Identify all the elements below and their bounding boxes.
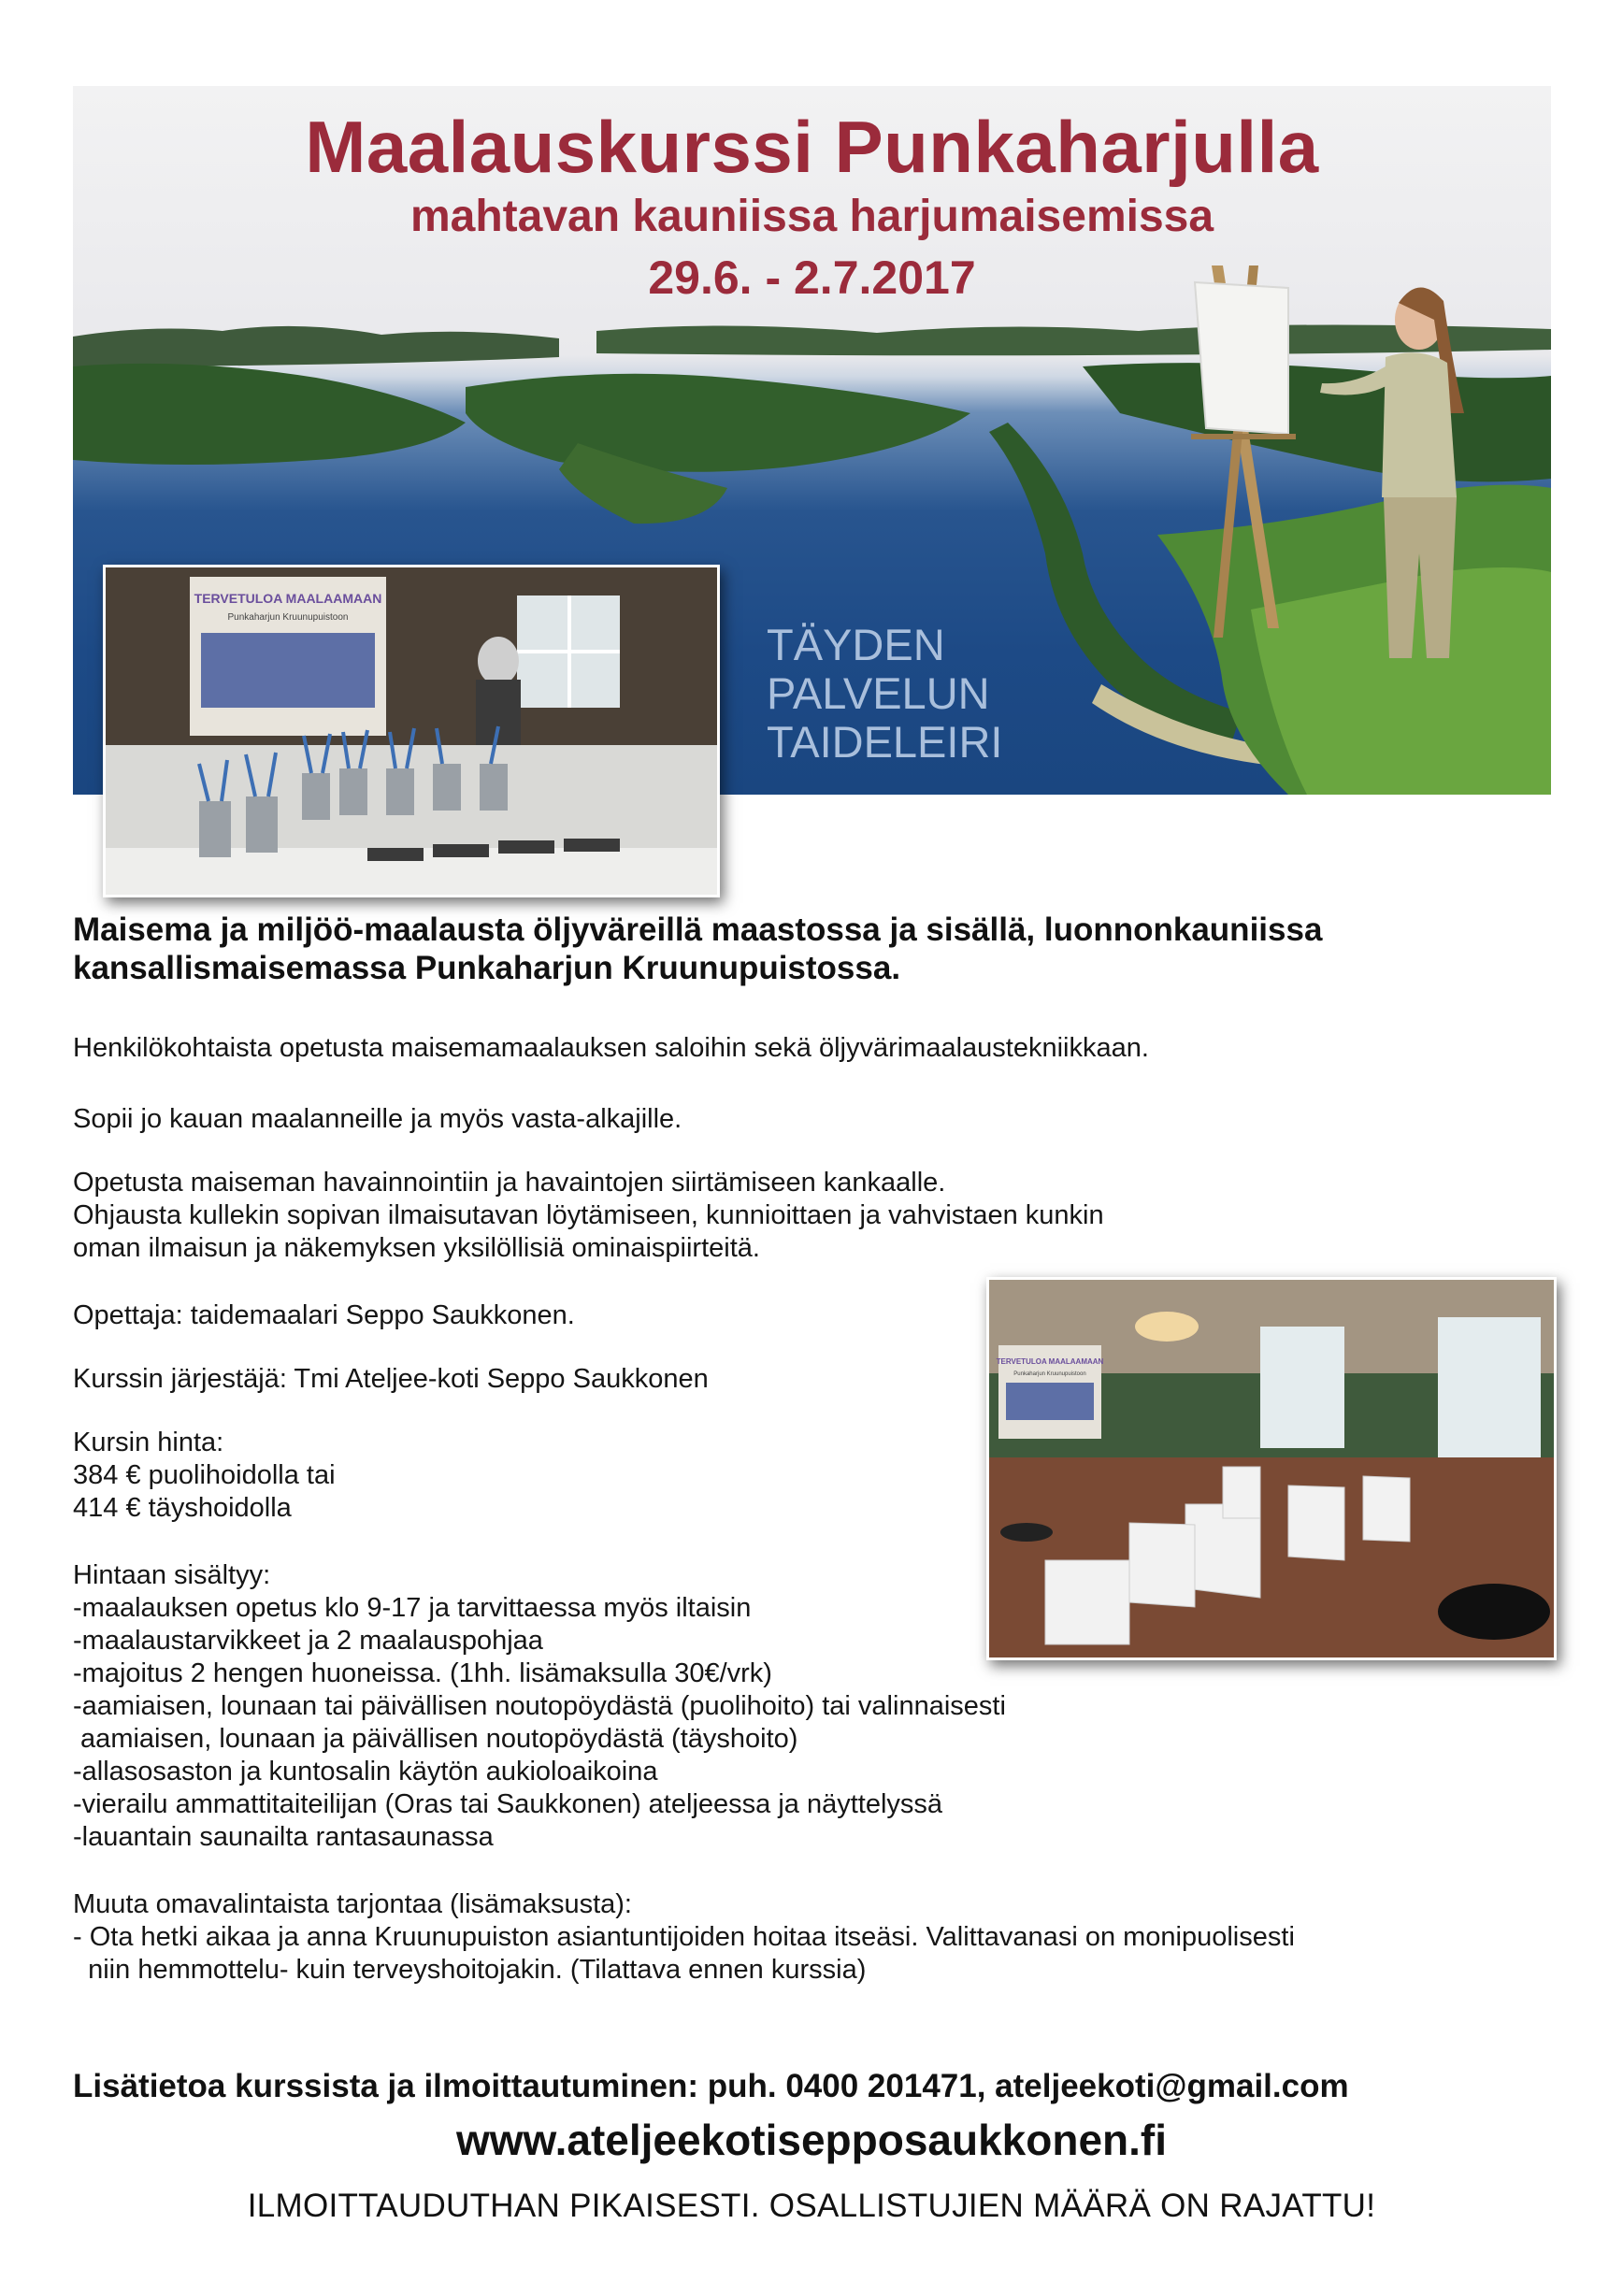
text-line: oman ilmaisun ja näkemyksen yksilöllisiä ominaispiirteitä. [73,1233,760,1263]
contact-info: Lisätietoa kurssista ja ilmoittautuminen: puh. 0400 201471, ateljeekoti@gmail.com [73,2068,1349,2104]
text-line: Henkilökohtaista opetusta maisemamaalauksen saloihin sekä öljyvärimaalaustekniikkaan. [73,1033,1149,1063]
tagline-line: TAIDELEIRI [767,717,1003,767]
registration-notice: ILMOITTAUDUTHAN PIKAISESTI. OSALLISTUJIEN MÄÄRÄ ON RAJATTU! [247,2188,1376,2224]
screen-title: TERVETULOA MAALAAMAAN [996,1357,1104,1366]
paragraph-price [73,1427,336,1525]
tagline-line: PALVELUN [767,668,990,718]
list-item: aamiaisen, lounaan ja päivällisen noutopöydästä (täyshoito) [73,1724,798,1754]
text-line: Opettaja: taidemaalari Seppo Saukkonen. [73,1300,575,1330]
text-line: Kursin hinta: [73,1428,224,1457]
paragraph-suitability [73,1103,682,1136]
website-link[interactable]: www.ateljeekotisepposaukkonen.fi [455,2116,1168,2164]
list-item: -aamiaisen, lounaan tai päivällisen noutopöydästä (puolihoito) tai valinnaisesti [73,1691,1006,1721]
text-line: 384 € puolihoidolla tai [73,1460,336,1490]
list-item: -maalaustarvikkeet ja 2 maalauspohjaa [73,1626,543,1656]
page-title: Maalauskurssi Punkaharjulla [305,106,1319,188]
text-line: Opetusta maiseman havainnointiin ja havaintojen siirtämiseen kankaalle. [73,1168,946,1198]
list-item: -lauantain saunailta rantasaunassa [73,1822,494,1852]
text-line: Ohjausta kullekin sopivan ilmaisutavan löytämiseen, kunnioittaen ja vahvistaen kunkin [73,1200,1104,1230]
paragraph-extras [73,1888,1295,1987]
paragraph-included [73,1559,1006,1854]
list-item: niin hemmottelu- kuin terveyshoitojakin. (Tilattava ennen kurssia) [73,1955,867,1985]
list-item: - Ota hetki aikaa ja anna Kruunupuiston asiantuntijoiden hoitaa itseäsi. Valittavanasi on monipuolisesti [73,1922,1295,1952]
classroom-photo-presenter [103,565,720,897]
list-item: -maalauksen opetus klo 9-17 ja tarvittaessa myös iltaisin [73,1593,752,1623]
list-item: -majoitus 2 hengen huoneissa. (1hh. lisämaksulla 30€/vrk) [73,1658,772,1688]
text-line: Muuta omavalintaista tarjontaa (lisämaksusta): [73,1889,632,1919]
text-line: Kurssin järjestäjä: Tmi Ateljee-koti Seppo Saukkonen [73,1364,709,1394]
screen-title: TERVETULOA MAALAAMAAN [194,591,382,606]
list-item: -vierailu ammattitaiteilijan (Oras tai Saukkonen) ateljeessa ja näyttelyssä [73,1789,943,1819]
list-item: -allasosaston ja kuntosalin käytön aukioloaikoina [73,1757,658,1787]
text-line: 414 € täyshoidolla [73,1493,292,1523]
course-dates: 29.6. - 2.7.2017 [648,251,976,304]
text-line: Sopii jo kauan maalanneille ja myös vasta-alkajille. [73,1104,682,1134]
paragraph-organizer [73,1363,709,1396]
tagline-line: TÄYDEN [767,620,945,669]
paragraph-teaching [73,1032,1149,1065]
screen-subtitle: Punkaharjun Kruunupuistoon [1013,1371,1086,1377]
intro-paragraph: Maisema ja miljöö-maalausta öljyväreillä maastossa ja sisällä, luonnonkauniissa kansallismaisemassa Punkaharjun Kruunupuistossa. [73,911,1323,986]
screen-subtitle: Punkaharjun Kruunupuistoon [227,612,349,623]
paragraph-guidance [73,1167,1104,1265]
paragraph-teacher [73,1299,575,1332]
page-subtitle: mahtavan kauniissa harjumaisemissa [409,192,1214,241]
classroom-photo-easels [986,1277,1557,1660]
tagline [767,621,1066,767]
text-line: Hintaan sisältyy: [73,1560,271,1590]
